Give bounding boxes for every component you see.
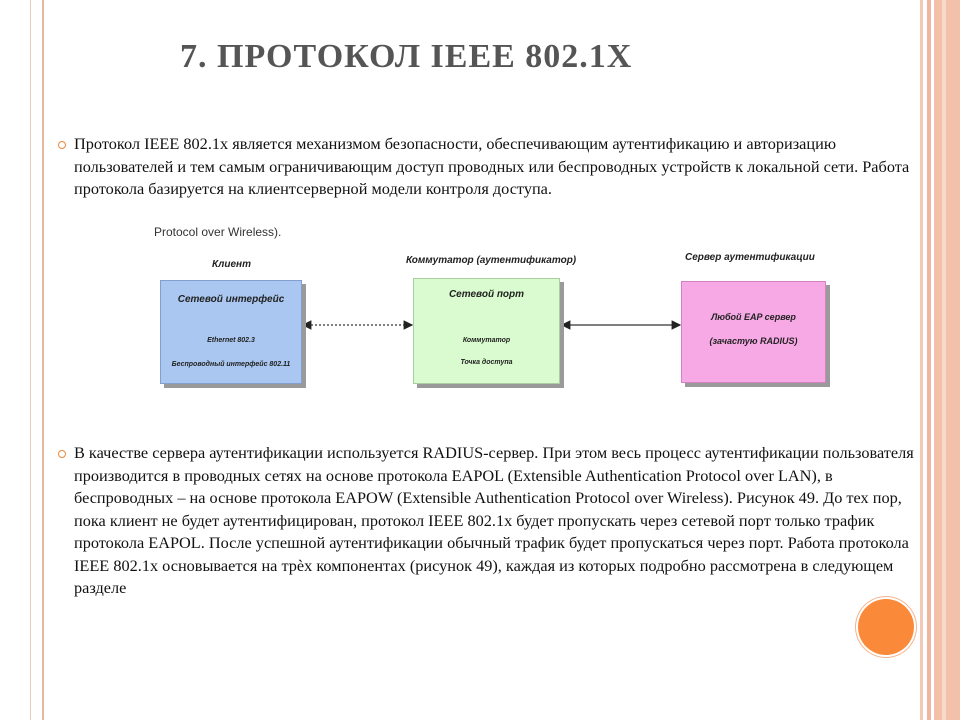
right-stripes-decoration bbox=[920, 0, 960, 720]
server-box bbox=[681, 281, 826, 383]
left-border-decoration bbox=[0, 0, 44, 720]
bullet-icon bbox=[58, 141, 66, 149]
switch-label: Коммутатор (аутентификатор) bbox=[406, 255, 577, 266]
paragraph-1: Протокол IEEE 802.1x является механизмом безопасности, обеспечивающим аутентификацию и авторизацию пользователей и тем самым ограничивающим доступ проводных или беспроводных устройств к локальной сети. Работа протокола базируется на клиентсерверной модели контроля доступа. bbox=[74, 134, 910, 198]
orange-circle-decoration bbox=[858, 599, 914, 655]
client-box-line1: Ethernet 802.3 bbox=[207, 337, 255, 344]
server-box-line2: (зачастую RADIUS) bbox=[709, 336, 798, 346]
server-label: Сервер аутентификации bbox=[685, 252, 815, 263]
switch-box-title: Сетевой порт bbox=[448, 289, 525, 300]
client-box bbox=[160, 280, 302, 384]
switch-box bbox=[413, 278, 560, 384]
diagram-caption-fragment: Protocol over Wireless). bbox=[154, 225, 282, 239]
client-label: Клиент bbox=[212, 259, 251, 270]
paragraph-2: В качестве сервера аутентификации используется RADIUS-сервер. При этом весь процесс аутентификации пользователя производится в проводных сетях на основе протокола EAPOL (Extensible Authentication Protocol over LAN), в беспроводных – на основе протокола EAPOW (Extensible Authentication Protocol over Wireless). Рисунок 49. До тех пор, пока клиент не будет аутентифицирован, протокол IEEE 802.1x будет пропускать через сетевой порт только трафик протокола EAPOL. После успешной аутентификации обычный трафик будет пропускаться через порт. Работа протокола IEEE 802.1x основывается на трѐх компонентах (рисунок 49), каждая из которых подробно рассмотрена в следующем разделе bbox=[74, 443, 914, 597]
slide-title: 7. ПРОТОКОЛ IEEE 802.1X bbox=[180, 38, 633, 75]
bullet-icon bbox=[58, 450, 66, 458]
switch-box-line2: Точка доступа bbox=[460, 359, 513, 366]
server-box-line1: Любой EAP сервер bbox=[711, 312, 796, 322]
ieee-8021x-diagram bbox=[150, 225, 840, 395]
switch-box-line1: Коммутатор bbox=[462, 337, 511, 344]
client-box-line2: Беспроводный интерфейс 802.11 bbox=[171, 361, 291, 368]
client-box-title: Сетевой интерфейс bbox=[177, 294, 285, 305]
